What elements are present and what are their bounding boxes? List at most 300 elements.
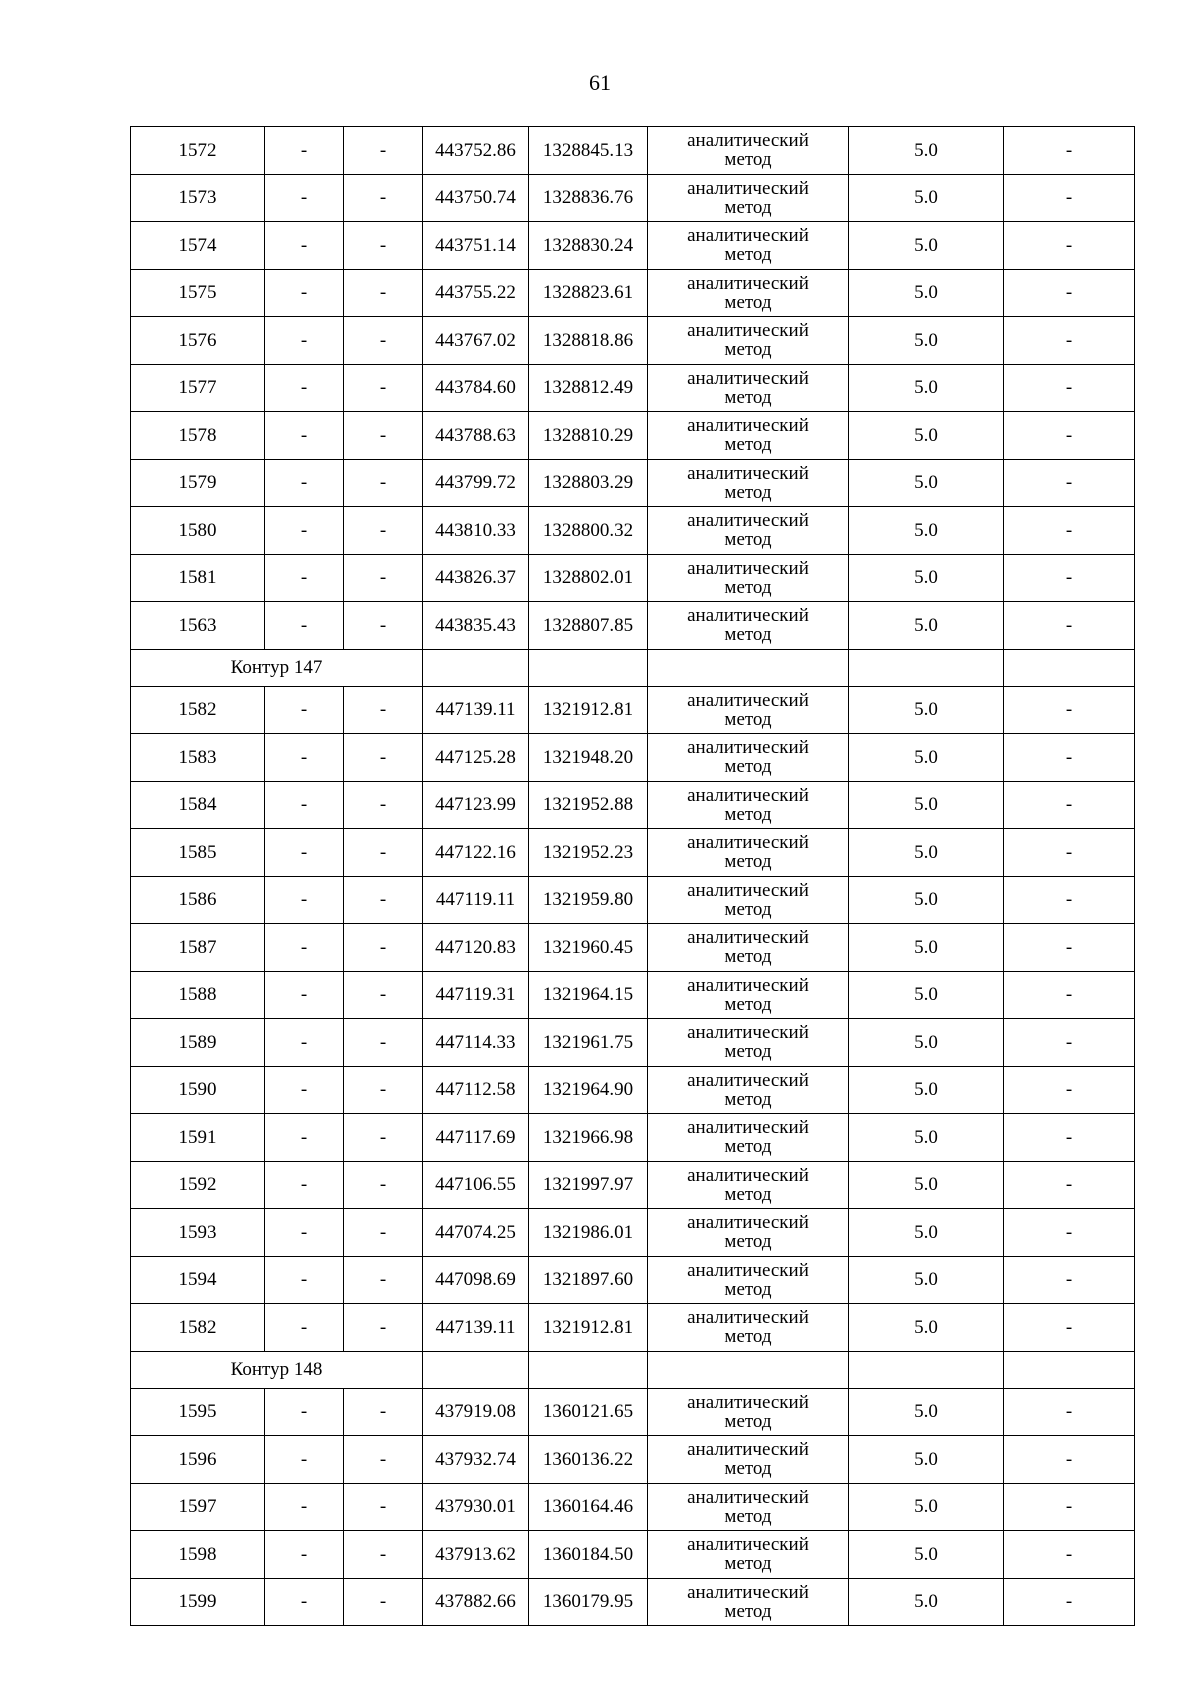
x-coordinate: 437882.66 bbox=[423, 1578, 529, 1626]
method-cell bbox=[648, 1388, 849, 1436]
point-number: 1578 bbox=[131, 412, 265, 460]
table-row bbox=[131, 364, 1135, 412]
method-line-2: метод bbox=[724, 1458, 772, 1480]
empty-note-cell bbox=[1004, 649, 1135, 686]
dash-cell: - bbox=[265, 924, 344, 972]
note-cell: - bbox=[1004, 1019, 1135, 1067]
method-cell bbox=[648, 924, 849, 972]
dash-cell: - bbox=[265, 876, 344, 924]
table-row bbox=[131, 1066, 1135, 1114]
x-coordinate: 447125.28 bbox=[423, 734, 529, 782]
method-line-2: метод bbox=[724, 1505, 772, 1527]
accuracy-value: 5.0 bbox=[849, 734, 1004, 782]
table-row bbox=[131, 1256, 1135, 1304]
point-number: 1594 bbox=[131, 1256, 265, 1304]
dash-cell: - bbox=[344, 222, 423, 270]
accuracy-value: 5.0 bbox=[849, 781, 1004, 829]
method-line-1: аналитический bbox=[687, 415, 809, 437]
method-cell bbox=[648, 1019, 849, 1067]
note-cell: - bbox=[1004, 1388, 1135, 1436]
table-row bbox=[131, 829, 1135, 877]
accuracy-value: 5.0 bbox=[849, 1114, 1004, 1162]
method-cell bbox=[648, 317, 849, 365]
dash-cell: - bbox=[265, 602, 344, 650]
x-coordinate: 447098.69 bbox=[423, 1256, 529, 1304]
method-line-1: аналитический bbox=[687, 1581, 809, 1603]
point-number: 1595 bbox=[131, 1388, 265, 1436]
table-row bbox=[131, 1388, 1135, 1436]
note-cell: - bbox=[1004, 269, 1135, 317]
note-cell: - bbox=[1004, 1209, 1135, 1257]
table-row bbox=[131, 554, 1135, 602]
dash-cell: - bbox=[265, 269, 344, 317]
accuracy-value: 5.0 bbox=[849, 174, 1004, 222]
note-cell: - bbox=[1004, 1114, 1135, 1162]
dash-cell: - bbox=[265, 507, 344, 555]
point-number: 1584 bbox=[131, 781, 265, 829]
accuracy-value: 5.0 bbox=[849, 507, 1004, 555]
y-coordinate: 1360184.50 bbox=[529, 1531, 648, 1579]
table-row bbox=[131, 269, 1135, 317]
method-line-2: метод bbox=[724, 1231, 772, 1253]
method-line-1: аналитический bbox=[687, 974, 809, 996]
dash-cell: - bbox=[344, 507, 423, 555]
accuracy-value: 5.0 bbox=[849, 412, 1004, 460]
dash-cell: - bbox=[344, 781, 423, 829]
dash-cell: - bbox=[265, 1066, 344, 1114]
method-line-2: метод bbox=[724, 1326, 772, 1348]
dash-cell: - bbox=[265, 1531, 344, 1579]
note-cell: - bbox=[1004, 412, 1135, 460]
accuracy-value: 5.0 bbox=[849, 1209, 1004, 1257]
point-number: 1593 bbox=[131, 1209, 265, 1257]
y-coordinate: 1360121.65 bbox=[529, 1388, 648, 1436]
dash-cell: - bbox=[344, 1388, 423, 1436]
dash-cell: - bbox=[265, 1209, 344, 1257]
table-row bbox=[131, 317, 1135, 365]
method-line-1: аналитический bbox=[687, 225, 809, 247]
method-line-2: метод bbox=[724, 1041, 772, 1063]
note-cell: - bbox=[1004, 459, 1135, 507]
point-number: 1563 bbox=[131, 602, 265, 650]
dash-cell: - bbox=[344, 829, 423, 877]
method-cell bbox=[648, 1209, 849, 1257]
method-line-2: метод bbox=[724, 898, 772, 920]
point-number: 1589 bbox=[131, 1019, 265, 1067]
method-line-1: аналитический bbox=[687, 320, 809, 342]
point-number: 1583 bbox=[131, 734, 265, 782]
method-cell bbox=[648, 1436, 849, 1484]
method-line-2: метод bbox=[724, 1278, 772, 1300]
table-row bbox=[131, 1161, 1135, 1209]
point-number: 1581 bbox=[131, 554, 265, 602]
empty-accuracy-cell bbox=[849, 649, 1004, 686]
table-row bbox=[131, 924, 1135, 972]
x-coordinate: 447139.11 bbox=[423, 686, 529, 734]
note-cell: - bbox=[1004, 924, 1135, 972]
dash-cell: - bbox=[265, 686, 344, 734]
note-cell: - bbox=[1004, 1531, 1135, 1579]
method-line-1: аналитический bbox=[687, 510, 809, 532]
dash-cell: - bbox=[344, 412, 423, 460]
method-line-2: метод bbox=[724, 481, 772, 503]
point-number: 1585 bbox=[131, 829, 265, 877]
contour-label: Контур 148 bbox=[131, 1351, 423, 1388]
dash-cell: - bbox=[265, 317, 344, 365]
dash-cell: - bbox=[265, 1388, 344, 1436]
method-line-2: метод bbox=[724, 1136, 772, 1158]
x-coordinate: 443826.37 bbox=[423, 554, 529, 602]
note-cell: - bbox=[1004, 1304, 1135, 1352]
point-number: 1573 bbox=[131, 174, 265, 222]
table-row bbox=[131, 734, 1135, 782]
method-line-1: аналитический bbox=[687, 1486, 809, 1508]
method-cell bbox=[648, 1256, 849, 1304]
method-line-2: метод bbox=[724, 386, 772, 408]
method-cell bbox=[648, 686, 849, 734]
method-line-2: метод bbox=[724, 1088, 772, 1110]
y-coordinate: 1360164.46 bbox=[529, 1483, 648, 1531]
method-line-2: метод bbox=[724, 149, 772, 171]
dash-cell: - bbox=[344, 686, 423, 734]
dash-cell: - bbox=[344, 317, 423, 365]
accuracy-value: 5.0 bbox=[849, 924, 1004, 972]
method-cell bbox=[648, 734, 849, 782]
x-coordinate: 447139.11 bbox=[423, 1304, 529, 1352]
method-cell bbox=[648, 1531, 849, 1579]
dash-cell: - bbox=[344, 127, 423, 175]
dash-cell: - bbox=[344, 1019, 423, 1067]
accuracy-value: 5.0 bbox=[849, 1388, 1004, 1436]
table-row bbox=[131, 459, 1135, 507]
x-coordinate: 447114.33 bbox=[423, 1019, 529, 1067]
point-number: 1576 bbox=[131, 317, 265, 365]
x-coordinate: 443755.22 bbox=[423, 269, 529, 317]
method-line-1: аналитический bbox=[687, 1212, 809, 1234]
y-coordinate: 1321961.75 bbox=[529, 1019, 648, 1067]
table-row bbox=[131, 1304, 1135, 1352]
point-number: 1590 bbox=[131, 1066, 265, 1114]
empty-y-cell bbox=[529, 649, 648, 686]
method-line-2: метод bbox=[724, 993, 772, 1015]
accuracy-value: 5.0 bbox=[849, 459, 1004, 507]
note-cell: - bbox=[1004, 686, 1135, 734]
method-line-1: аналитический bbox=[687, 1307, 809, 1329]
table-row bbox=[131, 1578, 1135, 1626]
dash-cell: - bbox=[265, 1256, 344, 1304]
dash-cell: - bbox=[344, 554, 423, 602]
method-cell bbox=[648, 602, 849, 650]
y-coordinate: 1321948.20 bbox=[529, 734, 648, 782]
dash-cell: - bbox=[344, 1578, 423, 1626]
x-coordinate: 447074.25 bbox=[423, 1209, 529, 1257]
x-coordinate: 437930.01 bbox=[423, 1483, 529, 1531]
accuracy-value: 5.0 bbox=[849, 1066, 1004, 1114]
point-number: 1577 bbox=[131, 364, 265, 412]
method-line-2: метод bbox=[724, 529, 772, 551]
y-coordinate: 1321912.81 bbox=[529, 1304, 648, 1352]
table-row bbox=[131, 1436, 1135, 1484]
y-coordinate: 1360179.95 bbox=[529, 1578, 648, 1626]
method-cell bbox=[648, 364, 849, 412]
y-coordinate: 1321952.88 bbox=[529, 781, 648, 829]
accuracy-value: 5.0 bbox=[849, 1161, 1004, 1209]
y-coordinate: 1328800.32 bbox=[529, 507, 648, 555]
dash-cell: - bbox=[344, 1161, 423, 1209]
accuracy-value: 5.0 bbox=[849, 1019, 1004, 1067]
method-line-1: аналитический bbox=[687, 1069, 809, 1091]
dash-cell: - bbox=[265, 734, 344, 782]
dash-cell: - bbox=[344, 1483, 423, 1531]
y-coordinate: 1328818.86 bbox=[529, 317, 648, 365]
x-coordinate: 437913.62 bbox=[423, 1531, 529, 1579]
method-cell bbox=[648, 269, 849, 317]
table-row bbox=[131, 876, 1135, 924]
note-cell: - bbox=[1004, 364, 1135, 412]
note-cell: - bbox=[1004, 829, 1135, 877]
coordinates-table bbox=[130, 126, 1135, 1626]
point-number: 1587 bbox=[131, 924, 265, 972]
method-cell bbox=[648, 507, 849, 555]
method-line-2: метод bbox=[724, 708, 772, 730]
empty-x-cell bbox=[423, 1351, 529, 1388]
y-coordinate: 1328803.29 bbox=[529, 459, 648, 507]
x-coordinate: 447117.69 bbox=[423, 1114, 529, 1162]
contour-header-row bbox=[131, 1351, 1135, 1388]
dash-cell: - bbox=[265, 829, 344, 877]
x-coordinate: 443788.63 bbox=[423, 412, 529, 460]
method-line-1: аналитический bbox=[687, 1259, 809, 1281]
point-number: 1596 bbox=[131, 1436, 265, 1484]
method-line-2: метод bbox=[724, 576, 772, 598]
x-coordinate: 447112.58 bbox=[423, 1066, 529, 1114]
y-coordinate: 1328807.85 bbox=[529, 602, 648, 650]
table-row bbox=[131, 174, 1135, 222]
method-cell bbox=[648, 127, 849, 175]
dash-cell: - bbox=[344, 876, 423, 924]
x-coordinate: 443835.43 bbox=[423, 602, 529, 650]
y-coordinate: 1328830.24 bbox=[529, 222, 648, 270]
x-coordinate: 447123.99 bbox=[423, 781, 529, 829]
accuracy-value: 5.0 bbox=[849, 317, 1004, 365]
dash-cell: - bbox=[265, 1161, 344, 1209]
dash-cell: - bbox=[344, 1304, 423, 1352]
empty-method-cell bbox=[648, 649, 849, 686]
accuracy-value: 5.0 bbox=[849, 686, 1004, 734]
dash-cell: - bbox=[344, 1436, 423, 1484]
table-row bbox=[131, 602, 1135, 650]
y-coordinate: 1321897.60 bbox=[529, 1256, 648, 1304]
method-line-1: аналитический bbox=[687, 130, 809, 152]
point-number: 1597 bbox=[131, 1483, 265, 1531]
method-line-2: метод bbox=[724, 1410, 772, 1432]
method-line-1: аналитический bbox=[687, 784, 809, 806]
method-line-1: аналитический bbox=[687, 1164, 809, 1186]
note-cell: - bbox=[1004, 1578, 1135, 1626]
note-cell: - bbox=[1004, 127, 1135, 175]
dash-cell: - bbox=[344, 1209, 423, 1257]
dash-cell: - bbox=[344, 174, 423, 222]
accuracy-value: 5.0 bbox=[849, 1578, 1004, 1626]
dash-cell: - bbox=[265, 222, 344, 270]
table-row bbox=[131, 1209, 1135, 1257]
method-cell bbox=[648, 971, 849, 1019]
accuracy-value: 5.0 bbox=[849, 971, 1004, 1019]
method-cell bbox=[648, 1161, 849, 1209]
y-coordinate: 1328812.49 bbox=[529, 364, 648, 412]
method-line-1: аналитический bbox=[687, 177, 809, 199]
method-cell bbox=[648, 412, 849, 460]
x-coordinate: 437919.08 bbox=[423, 1388, 529, 1436]
dash-cell: - bbox=[265, 1114, 344, 1162]
method-cell bbox=[648, 1114, 849, 1162]
dash-cell: - bbox=[265, 174, 344, 222]
point-number: 1580 bbox=[131, 507, 265, 555]
dash-cell: - bbox=[265, 412, 344, 460]
method-cell bbox=[648, 1066, 849, 1114]
dash-cell: - bbox=[344, 1114, 423, 1162]
dash-cell: - bbox=[265, 1578, 344, 1626]
x-coordinate: 443810.33 bbox=[423, 507, 529, 555]
y-coordinate: 1321959.80 bbox=[529, 876, 648, 924]
method-cell bbox=[648, 781, 849, 829]
point-number: 1574 bbox=[131, 222, 265, 270]
y-coordinate: 1321952.23 bbox=[529, 829, 648, 877]
note-cell: - bbox=[1004, 1483, 1135, 1531]
dash-cell: - bbox=[344, 1256, 423, 1304]
table-row bbox=[131, 127, 1135, 175]
method-line-1: аналитический bbox=[687, 1534, 809, 1556]
dash-cell: - bbox=[344, 1066, 423, 1114]
note-cell: - bbox=[1004, 876, 1135, 924]
note-cell: - bbox=[1004, 222, 1135, 270]
table-row bbox=[131, 1483, 1135, 1531]
method-line-2: метод bbox=[724, 244, 772, 266]
y-coordinate: 1321966.98 bbox=[529, 1114, 648, 1162]
dash-cell: - bbox=[344, 602, 423, 650]
empty-y-cell bbox=[529, 1351, 648, 1388]
table-row bbox=[131, 1019, 1135, 1067]
dash-cell: - bbox=[344, 1531, 423, 1579]
method-line-1: аналитический bbox=[687, 462, 809, 484]
y-coordinate: 1328823.61 bbox=[529, 269, 648, 317]
point-number: 1599 bbox=[131, 1578, 265, 1626]
contour-header-row bbox=[131, 649, 1135, 686]
note-cell: - bbox=[1004, 602, 1135, 650]
dash-cell: - bbox=[265, 1019, 344, 1067]
dash-cell: - bbox=[265, 1436, 344, 1484]
dash-cell: - bbox=[265, 459, 344, 507]
accuracy-value: 5.0 bbox=[849, 876, 1004, 924]
method-cell bbox=[648, 174, 849, 222]
method-cell bbox=[648, 1304, 849, 1352]
x-coordinate: 447122.16 bbox=[423, 829, 529, 877]
dash-cell: - bbox=[265, 781, 344, 829]
y-coordinate: 1321986.01 bbox=[529, 1209, 648, 1257]
method-line-1: аналитический bbox=[687, 1022, 809, 1044]
method-line-2: метод bbox=[724, 339, 772, 361]
y-coordinate: 1328810.29 bbox=[529, 412, 648, 460]
point-number: 1586 bbox=[131, 876, 265, 924]
dash-cell: - bbox=[265, 127, 344, 175]
accuracy-value: 5.0 bbox=[849, 222, 1004, 270]
y-coordinate: 1328802.01 bbox=[529, 554, 648, 602]
dash-cell: - bbox=[344, 269, 423, 317]
x-coordinate: 443751.14 bbox=[423, 222, 529, 270]
point-number: 1591 bbox=[131, 1114, 265, 1162]
method-line-2: метод bbox=[724, 291, 772, 313]
table-row bbox=[131, 781, 1135, 829]
point-number: 1582 bbox=[131, 686, 265, 734]
accuracy-value: 5.0 bbox=[849, 364, 1004, 412]
note-cell: - bbox=[1004, 1161, 1135, 1209]
page-number: 61 bbox=[589, 70, 611, 95]
accuracy-value: 5.0 bbox=[849, 127, 1004, 175]
note-cell: - bbox=[1004, 1066, 1135, 1114]
point-number: 1575 bbox=[131, 269, 265, 317]
x-coordinate: 443799.72 bbox=[423, 459, 529, 507]
dash-cell: - bbox=[265, 364, 344, 412]
method-cell bbox=[648, 222, 849, 270]
point-number: 1598 bbox=[131, 1531, 265, 1579]
y-coordinate: 1321964.90 bbox=[529, 1066, 648, 1114]
x-coordinate: 447106.55 bbox=[423, 1161, 529, 1209]
point-number: 1592 bbox=[131, 1161, 265, 1209]
note-cell: - bbox=[1004, 971, 1135, 1019]
method-line-2: метод bbox=[724, 624, 772, 646]
x-coordinate: 443750.74 bbox=[423, 174, 529, 222]
point-number: 1582 bbox=[131, 1304, 265, 1352]
dash-cell: - bbox=[344, 459, 423, 507]
method-line-1: аналитический bbox=[687, 272, 809, 294]
x-coordinate: 447119.11 bbox=[423, 876, 529, 924]
table-row bbox=[131, 222, 1135, 270]
point-number: 1579 bbox=[131, 459, 265, 507]
method-line-2: метод bbox=[724, 851, 772, 873]
dash-cell: - bbox=[265, 971, 344, 1019]
method-line-2: метод bbox=[724, 1553, 772, 1575]
empty-note-cell bbox=[1004, 1351, 1135, 1388]
method-line-2: метод bbox=[724, 1600, 772, 1622]
y-coordinate: 1328836.76 bbox=[529, 174, 648, 222]
table-row bbox=[131, 412, 1135, 460]
x-coordinate: 443784.60 bbox=[423, 364, 529, 412]
accuracy-value: 5.0 bbox=[849, 1304, 1004, 1352]
y-coordinate: 1321912.81 bbox=[529, 686, 648, 734]
method-line-2: метод bbox=[724, 1183, 772, 1205]
y-coordinate: 1360136.22 bbox=[529, 1436, 648, 1484]
table-row bbox=[131, 1531, 1135, 1579]
y-coordinate: 1321964.15 bbox=[529, 971, 648, 1019]
method-cell bbox=[648, 459, 849, 507]
table-row bbox=[131, 971, 1135, 1019]
dash-cell: - bbox=[344, 924, 423, 972]
y-coordinate: 1321997.97 bbox=[529, 1161, 648, 1209]
method-cell bbox=[648, 876, 849, 924]
accuracy-value: 5.0 bbox=[849, 269, 1004, 317]
method-line-2: метод bbox=[724, 803, 772, 825]
point-number: 1572 bbox=[131, 127, 265, 175]
dash-cell: - bbox=[344, 971, 423, 1019]
note-cell: - bbox=[1004, 554, 1135, 602]
table-row bbox=[131, 1114, 1135, 1162]
accuracy-value: 5.0 bbox=[849, 1436, 1004, 1484]
method-cell bbox=[648, 1578, 849, 1626]
method-line-1: аналитический bbox=[687, 879, 809, 901]
contour-label: Контур 147 bbox=[131, 649, 423, 686]
method-line-2: метод bbox=[724, 196, 772, 218]
y-coordinate: 1328845.13 bbox=[529, 127, 648, 175]
